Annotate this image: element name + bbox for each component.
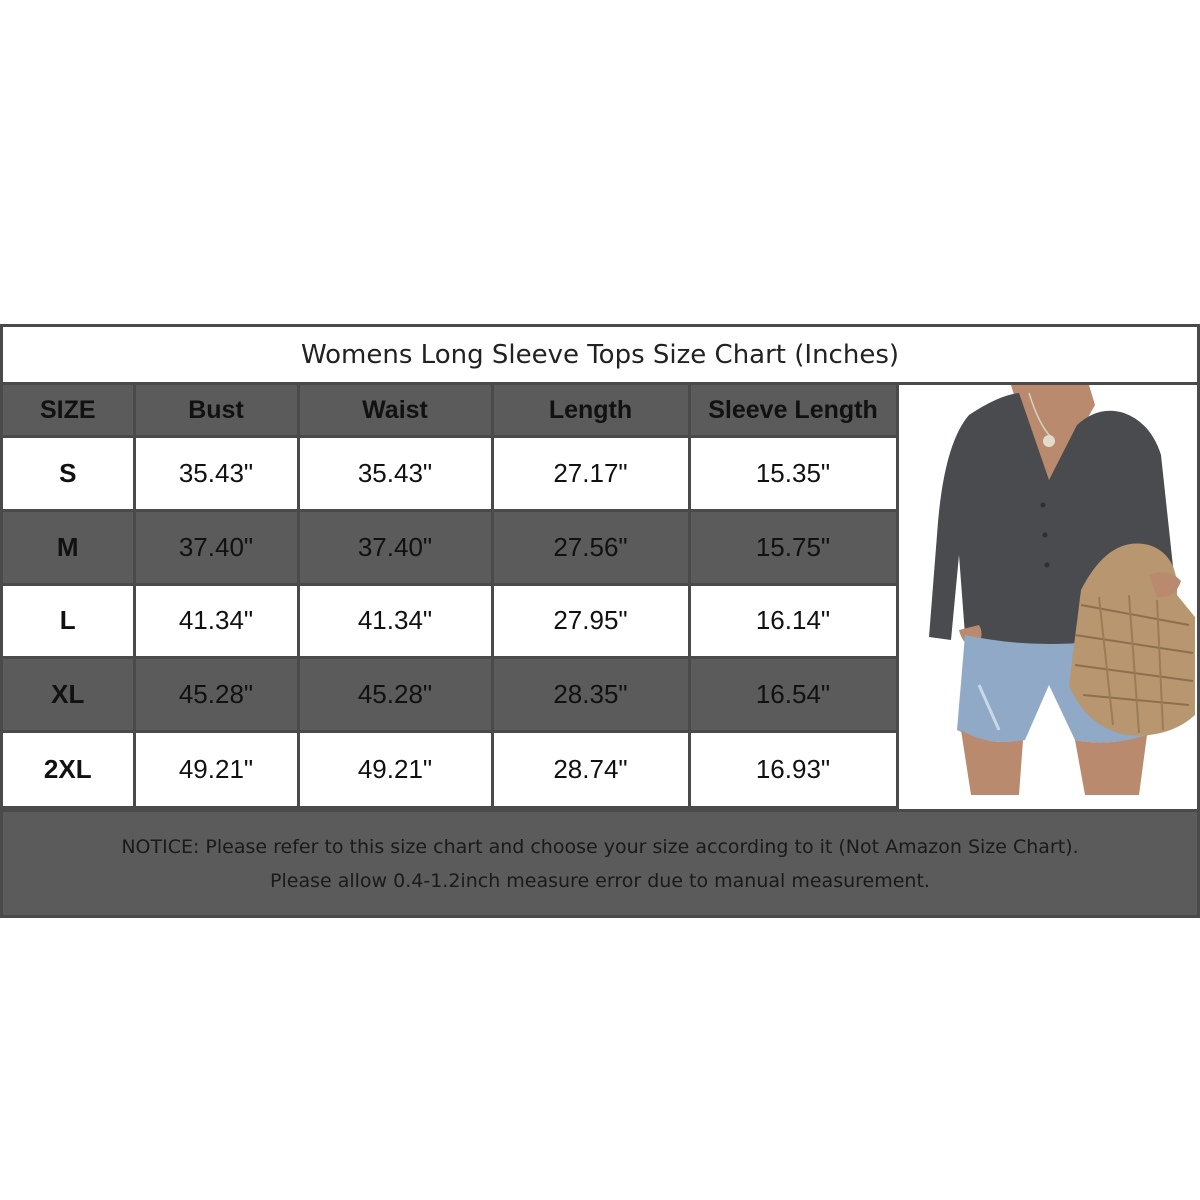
waist-cell: 49.21"	[298, 732, 492, 808]
size-cell: XL	[3, 658, 134, 732]
sleeve-cell: 16.93"	[689, 732, 897, 808]
sleeve-cell: 15.35"	[689, 437, 897, 511]
size-cell: S	[3, 437, 134, 511]
length-cell: 27.95"	[492, 584, 689, 658]
sleeve-cell: 16.14"	[689, 584, 897, 658]
table-row	[3, 732, 897, 808]
size-cell: M	[3, 510, 134, 584]
size-table	[3, 385, 899, 809]
bust-cell: 37.40"	[134, 510, 298, 584]
waist-cell: 35.43"	[298, 437, 492, 511]
table-row	[3, 658, 897, 732]
bust-cell: 45.28"	[134, 658, 298, 732]
chart-title: Womens Long Sleeve Tops Size Chart (Inches)	[3, 327, 1197, 385]
waist-cell: 37.40"	[298, 510, 492, 584]
size-cell: L	[3, 584, 134, 658]
table-row	[3, 510, 897, 584]
bust-cell: 49.21"	[134, 732, 298, 808]
bust-cell: 41.34"	[134, 584, 298, 658]
bust-cell: 35.43"	[134, 437, 298, 511]
sleeve-cell: 15.75"	[689, 510, 897, 584]
header-size: SIZE	[3, 385, 134, 437]
notice-banner	[3, 809, 1197, 915]
table-row	[3, 584, 897, 658]
size-chart	[0, 324, 1200, 918]
header-bust: Bust	[134, 385, 298, 437]
size-cell: 2XL	[3, 732, 134, 808]
table-row	[3, 437, 897, 511]
header-sleeve-length: Sleeve Length	[689, 385, 897, 437]
length-cell: 28.74"	[492, 732, 689, 808]
waist-cell: 45.28"	[298, 658, 492, 732]
model-photo	[899, 385, 1197, 809]
sleeve-cell: 16.54"	[689, 658, 897, 732]
header-waist: Waist	[298, 385, 492, 437]
length-cell: 28.35"	[492, 658, 689, 732]
header-length: Length	[492, 385, 689, 437]
waist-cell: 41.34"	[298, 584, 492, 658]
notice-line-2: Please allow 0.4-1.2inch measure error due to manual measurement.	[270, 869, 930, 892]
header-row	[3, 385, 897, 437]
notice-line-1: NOTICE: Please refer to this size chart and choose your size according to it (Not Amazon Size Chart).	[121, 835, 1079, 858]
length-cell: 27.56"	[492, 510, 689, 584]
length-cell: 27.17"	[492, 437, 689, 511]
